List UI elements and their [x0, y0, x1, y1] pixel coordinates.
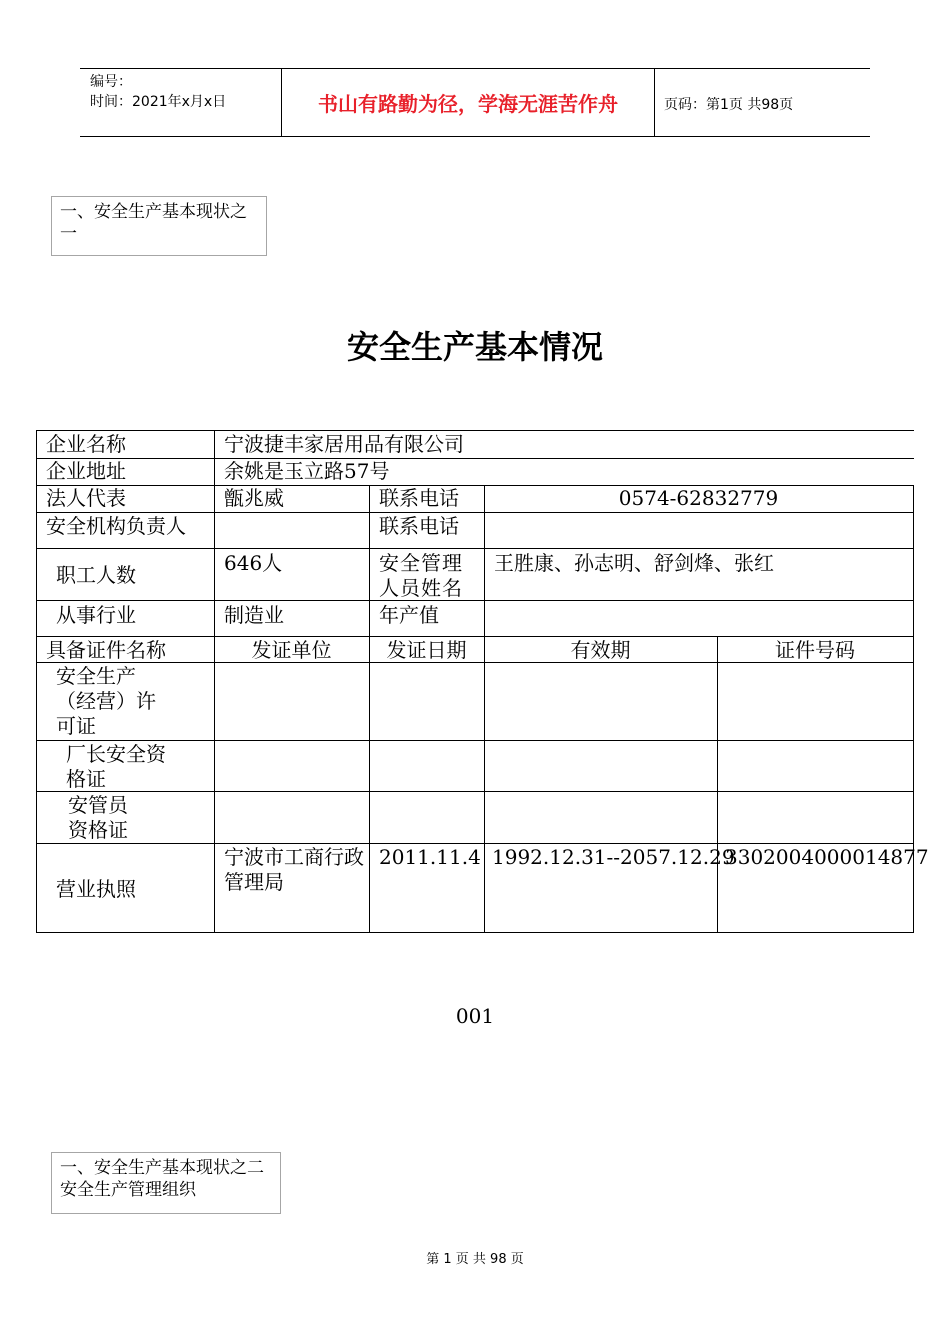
cert-header-number: 证件号码 [775, 638, 855, 662]
business-license-issuer: 宁波市工商行政管理局 [224, 845, 364, 894]
company-addr-value: 余姚是玉立路57号 [224, 459, 390, 483]
legal-rep-value: 甑兆威 [224, 486, 284, 510]
output-label: 年产值 [379, 603, 439, 627]
page-number: 001 [455, 1004, 495, 1028]
industry-value: 制造业 [224, 603, 284, 627]
legal-rep-label: 法人代表 [46, 486, 126, 510]
header-bottom-rule [80, 136, 870, 137]
cert-name-business-license: 营业执照 [56, 877, 136, 901]
safety-mgr-label: 安全管理人员姓名 [379, 551, 463, 600]
cert-name-safety-license: 安全生产（经营）许可证 [56, 664, 156, 738]
table-rule [36, 430, 914, 431]
staff-count-label: 职工人数 [56, 563, 136, 587]
table-rule [36, 458, 914, 459]
business-license-validity: 1992.12.31--2057.12.29 [492, 845, 735, 869]
note-box-bottom: 一、安全生产基本现状之二安全生产管理组织 [51, 1152, 281, 1214]
header-divider-2 [654, 69, 655, 136]
table-rule [369, 485, 370, 932]
cert-name-safety-officer: 安管员资格证 [68, 793, 128, 842]
contact-phone-label: 联系电话 [379, 486, 459, 510]
cert-header-date: 发证日期 [386, 638, 467, 662]
staff-count-value: 646人 [224, 551, 283, 575]
table-rule [717, 636, 718, 932]
table-rule [36, 430, 37, 932]
company-addr-label: 企业地址 [46, 459, 126, 483]
header-meta [90, 72, 226, 112]
safety-mgr-names: 王胜康、孙志明、舒剑烽、张红 [494, 551, 774, 575]
cert-name-director: 厂长安全资格证 [66, 742, 166, 791]
industry-label: 从事行业 [56, 603, 136, 627]
header-time: 时间：2021年x月x日 [90, 94, 227, 110]
table-rule [36, 791, 914, 792]
business-license-date: 2011.11.4 [379, 845, 481, 869]
cert-header-validity: 有效期 [570, 638, 631, 662]
table-rule [484, 485, 485, 932]
note-box-top: 一、安全生产基本现状之一 [51, 196, 267, 256]
company-name-value: 宁波捷丰家居用品有限公司 [224, 432, 464, 456]
header-page-info: 页码：第1页 共98页 [664, 97, 794, 113]
header-number: 编号： [90, 74, 132, 90]
safety-head-label: 安全机构负责人 [46, 514, 186, 538]
business-license-number: 3302004000014877 [725, 845, 929, 869]
page-title: 安全生产基本情况 [346, 328, 603, 366]
table-rule [36, 636, 914, 637]
table-rule [36, 548, 914, 549]
header-motto: 书山有路勤为径，学海无涯苦作舟 [318, 92, 618, 116]
company-name-label: 企业名称 [46, 432, 126, 456]
table-rule [214, 430, 215, 932]
table-rule [36, 512, 914, 513]
page-footer: 第 1 页 共 98 页 [426, 1252, 524, 1267]
contact-phone-label-2: 联系电话 [379, 514, 459, 538]
contact-phone-value: 0574-62832779 [618, 486, 779, 510]
table-rule [36, 932, 914, 933]
cert-header-name: 具备证件名称 [46, 638, 166, 662]
table-rule [36, 843, 914, 844]
cert-header-issuer: 发证单位 [251, 638, 332, 662]
table-rule [36, 740, 914, 741]
